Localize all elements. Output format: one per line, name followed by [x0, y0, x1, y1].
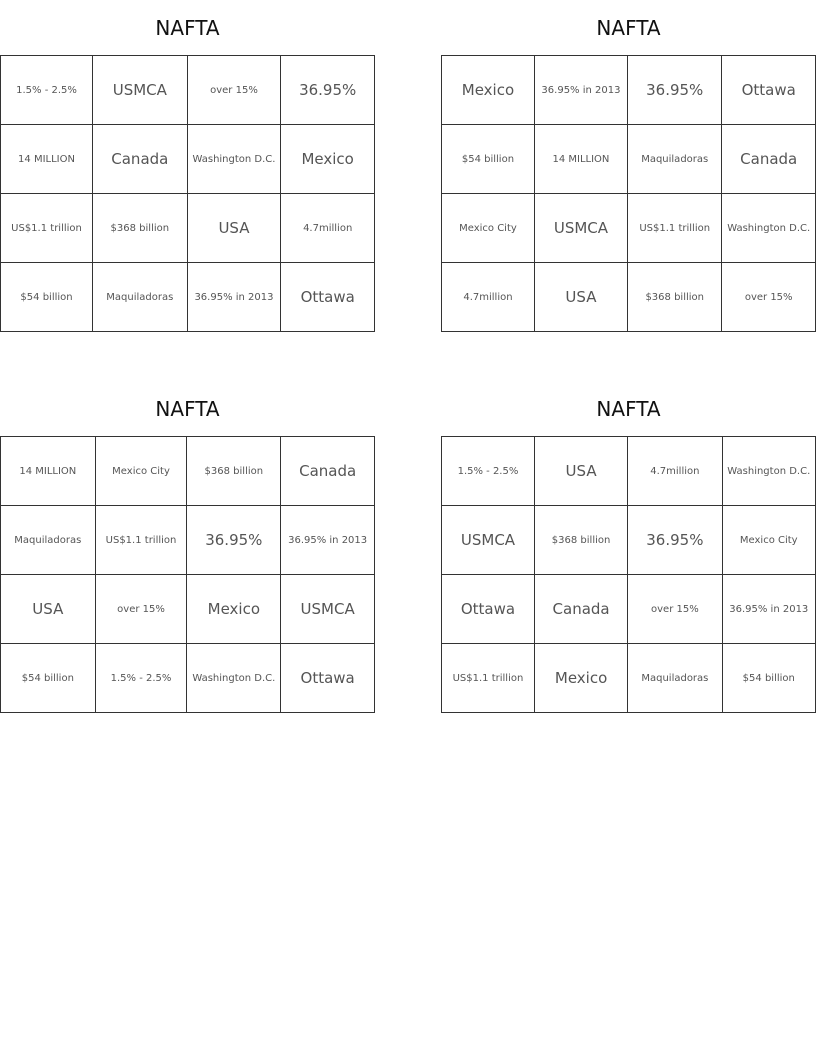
grid-cell: US$1.1 trillion — [95, 506, 187, 575]
grid-cell: Maquiladoras — [93, 263, 188, 332]
grid-cell: $54 billion — [1, 263, 93, 332]
grid-row — [1, 437, 375, 506]
grid-cell: USMCA — [281, 575, 375, 644]
grid-cell: Mexico — [534, 644, 627, 713]
grid-cell: 36.95% in 2013 — [187, 263, 281, 332]
grid-cell: Mexico City — [722, 506, 815, 575]
grid-cell: US$1.1 trillion — [442, 644, 535, 713]
grid-row — [442, 56, 816, 125]
grid-row — [442, 194, 816, 263]
grid-cell: 36.95% — [628, 506, 722, 575]
grid-cell: Mexico — [442, 56, 535, 125]
grid-cell: 36.95% in 2013 — [281, 506, 375, 575]
grid-row — [1, 575, 375, 644]
grid-cell: over 15% — [628, 575, 722, 644]
grid-cell: Maquiladoras — [628, 125, 722, 194]
grid-row — [1, 644, 375, 713]
grid-row — [442, 125, 816, 194]
grid-cell: Mexico City — [442, 194, 535, 263]
grid-row — [442, 644, 816, 713]
grid-cell: 36.95% — [187, 506, 281, 575]
grid-row — [442, 263, 816, 332]
grid-cell: 36.95% — [628, 56, 722, 125]
card-title: NAFTA — [155, 397, 220, 421]
grid-cell: USA — [187, 194, 281, 263]
grid-cell: over 15% — [95, 575, 187, 644]
grid-cell: Washington D.C. — [722, 194, 816, 263]
grid-cell: 14 MILLION — [1, 125, 93, 194]
grid-cell: US$1.1 trillion — [628, 194, 722, 263]
grid-row — [1, 506, 375, 575]
grid-cell: $368 billion — [534, 506, 627, 575]
grid-cell: 4.7million — [628, 437, 722, 506]
grid-cell: Canada — [281, 437, 375, 506]
grid-cell: 1.5% - 2.5% — [95, 644, 187, 713]
bingo-grid — [0, 436, 375, 713]
grid-cell: Canada — [93, 125, 188, 194]
bingo-grid — [441, 436, 816, 713]
grid-cell: USMCA — [534, 194, 627, 263]
grid-row — [442, 575, 816, 644]
grid-cell: over 15% — [187, 56, 281, 125]
grid-cell: Washington D.C. — [187, 644, 281, 713]
bingo-grid — [441, 55, 816, 332]
grid-cell: 36.95% in 2013 — [534, 56, 627, 125]
grid-cell: 14 MILLION — [534, 125, 627, 194]
grid-cell: Ottawa — [281, 644, 375, 713]
grid-cell: USA — [534, 263, 627, 332]
grid-cell: 36.95% — [281, 56, 375, 125]
grid-cell: Maquiladoras — [1, 506, 96, 575]
grid-cell: 4.7million — [281, 194, 375, 263]
grid-row — [442, 437, 816, 506]
grid-row — [1, 263, 375, 332]
grid-cell: Canada — [534, 575, 627, 644]
grid-cell: 1.5% - 2.5% — [442, 437, 535, 506]
bingo-grid — [0, 55, 375, 332]
grid-cell: Ottawa — [442, 575, 535, 644]
grid-cell: over 15% — [722, 263, 816, 332]
grid-cell: $54 billion — [442, 125, 535, 194]
grid-cell: Washington D.C. — [722, 437, 815, 506]
grid-cell: USA — [1, 575, 96, 644]
grid-cell: 4.7million — [442, 263, 535, 332]
grid-cell: 14 MILLION — [1, 437, 96, 506]
grid-cell: Mexico City — [95, 437, 187, 506]
grid-cell: USMCA — [93, 56, 188, 125]
grid-cell: $54 billion — [722, 644, 815, 713]
grid-cell: $54 billion — [1, 644, 96, 713]
card-title: NAFTA — [596, 397, 661, 421]
grid-cell: USMCA — [442, 506, 535, 575]
grid-row — [1, 125, 375, 194]
grid-cell: 36.95% in 2013 — [722, 575, 815, 644]
grid-cell: $368 billion — [187, 437, 281, 506]
grid-cell: Mexico — [187, 575, 281, 644]
grid-cell: $368 billion — [93, 194, 188, 263]
grid-cell: Maquiladoras — [628, 644, 722, 713]
grid-row — [1, 194, 375, 263]
grid-cell: Ottawa — [281, 263, 375, 332]
grid-cell: 1.5% - 2.5% — [1, 56, 93, 125]
grid-cell: Mexico — [281, 125, 375, 194]
card-title: NAFTA — [155, 16, 220, 40]
grid-cell: $368 billion — [628, 263, 722, 332]
grid-row — [1, 56, 375, 125]
card-title: NAFTA — [596, 16, 661, 40]
grid-cell: Washington D.C. — [187, 125, 281, 194]
grid-cell: USA — [534, 437, 627, 506]
grid-cell: Ottawa — [722, 56, 816, 125]
grid-cell: US$1.1 trillion — [1, 194, 93, 263]
grid-row — [442, 506, 816, 575]
grid-cell: Canada — [722, 125, 816, 194]
